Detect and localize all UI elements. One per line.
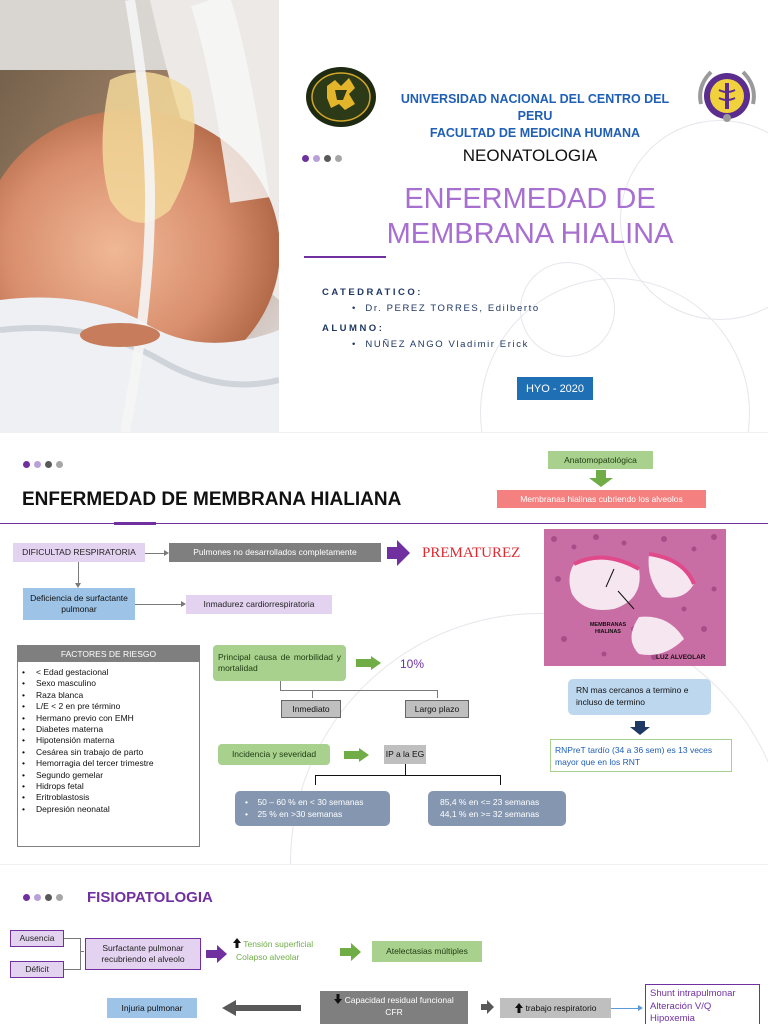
- risk-factor-item: • Sexo masculino: [22, 678, 154, 689]
- arrow-up-icon: [515, 1003, 523, 1013]
- inmadurez-box: Inmadurez cardiorrespiratoria: [186, 595, 332, 614]
- arrow-down-icon: [588, 470, 614, 488]
- stats-right-box: [428, 791, 566, 826]
- ausencia-box: Ausencia: [10, 930, 64, 947]
- capacidad-box: [320, 991, 468, 1024]
- arrow-right-icon: [638, 1005, 643, 1011]
- connector: [315, 775, 316, 785]
- connector: [135, 604, 182, 605]
- largo-plazo-box: Largo plazo: [405, 700, 469, 718]
- main-title-line2: MEMBRANA HIALINA: [386, 218, 674, 250]
- risk-factor-item: • L/E < 2 en pre término: [22, 701, 154, 712]
- anatomo-box: Anatomopatológica: [548, 451, 653, 469]
- micrograph-label-membranas: MEMBRANAS HIALINAS: [589, 622, 627, 635]
- arrow-left-icon: [222, 1000, 302, 1016]
- pulmones-box: Pulmones no desarrollados completamente: [169, 543, 381, 562]
- alteracion-label: Alteración V/Q: [650, 1000, 712, 1012]
- connector: [312, 690, 313, 698]
- slide-title: FISIOPATOLOGIA: [87, 889, 213, 906]
- risk-factor-item: • Hemorragia del tercer trimestre: [22, 758, 154, 769]
- injuria-box: Injuria pulmonar: [107, 998, 197, 1018]
- fat-arrow-right-icon: [481, 1000, 495, 1014]
- connector: [78, 562, 79, 584]
- dificultad-box: DIFICULTAD RESPIRATORIA: [13, 543, 145, 562]
- professor-label: CATEDRATICO:: [322, 287, 423, 298]
- deficit-box: Déficit: [10, 961, 64, 978]
- micrograph-label-luz-alveolar: LUZ ALVEOLAR: [656, 654, 706, 661]
- connector: [64, 938, 81, 939]
- risk-factors-title: FACTORES DE RIESGO: [18, 646, 199, 662]
- subject-title: NEONATOLOGIA: [462, 146, 598, 165]
- fat-arrow-right-icon: [340, 943, 362, 961]
- connector: [437, 690, 438, 698]
- tension-line: Tensión superficial: [233, 938, 313, 951]
- main-title-line1: ENFERMEDAD DE: [404, 183, 656, 215]
- hipoxemia-label: Hipoxemia: [650, 1013, 695, 1024]
- date-badge: HYO - 2020: [517, 377, 593, 400]
- connector: [145, 553, 165, 554]
- ip-box: IP a la EG: [384, 745, 426, 764]
- slide-dots: [302, 155, 342, 162]
- connector: [405, 764, 406, 775]
- tension-block: [233, 938, 313, 964]
- rn-cercanos-box: RN mas cercanos a termino e incluso de termino: [568, 679, 711, 715]
- cfr-label: CFR: [385, 1007, 403, 1017]
- medicine-faculty-seal: [695, 64, 759, 128]
- main-title: [340, 182, 720, 252]
- connector: [64, 969, 81, 970]
- connector: [80, 951, 84, 952]
- newborn-photo: [0, 0, 279, 432]
- risk-factor-item: • Hipotensión materna: [22, 735, 154, 746]
- risk-factor-item: • Hermano previo con EMH: [22, 713, 154, 724]
- connector: [280, 681, 281, 690]
- overview-slide: [0, 432, 768, 864]
- professor-name: Dr. PEREZ TORRES, Edilberto: [365, 303, 540, 314]
- title-underline: [304, 256, 386, 258]
- stats-left-box: [235, 791, 390, 826]
- title-rule-accent: [114, 522, 156, 525]
- risk-factor-item: • Hidrops fetal: [22, 781, 154, 792]
- connector: [500, 775, 501, 785]
- rnpret-box: RNPreT tardío (34 a 36 sem) es 13 veces mayor que en los RNT: [550, 739, 732, 772]
- colapso-line: Colapso alveolar: [236, 952, 300, 962]
- slide-dots: [23, 894, 63, 901]
- connector: [80, 938, 81, 969]
- fat-arrow-right-icon: [344, 748, 370, 762]
- risk-factor-item: • Eritroblastosis: [22, 792, 154, 803]
- trabajo-label: trabajo respiratorio: [525, 1002, 597, 1013]
- arrow-up-icon: [233, 938, 241, 948]
- unc-peru-logo: [305, 66, 377, 128]
- stat-left-2: • 25 % en >30 semanas: [245, 809, 343, 819]
- risk-factor-item: • Depresión neonatal: [22, 804, 154, 815]
- deficiencia-box: Deficiencia de surfactante pulmonar: [23, 588, 135, 620]
- histology-micrograph: [544, 529, 726, 666]
- prematurez-label: PREMATUREZ: [422, 545, 521, 561]
- shunt-label: Shunt intrapulmonar: [650, 988, 736, 999]
- student-name: NUÑEZ ANGO Vladimir Erick: [365, 339, 529, 350]
- stat-right-2: 44,1 % en >= 32 semanas: [440, 809, 540, 819]
- slide-dots: [23, 461, 63, 468]
- fat-arrow-right-icon: [206, 945, 228, 963]
- stat-right-1: 85,4 % en <= 23 semanas: [440, 797, 540, 807]
- slide-title: ENFERMEDAD DE MEMBRANA HIALIANA: [22, 489, 402, 510]
- faculty-name: FACULTAD DE MEDICINA HUMANA: [429, 126, 641, 140]
- risk-factors-box: [17, 645, 200, 847]
- atelectasias-box: Atelectasias múltiples: [372, 941, 482, 962]
- title-slide: [0, 0, 768, 432]
- percent-label: 10%: [400, 657, 425, 671]
- fat-arrow-right-icon: [387, 540, 411, 566]
- risk-factors-list: [22, 667, 154, 815]
- incidencia-box: Incidencia y severidad: [218, 744, 330, 765]
- stat-left-1: • 50 – 60 % en < 30 semanas: [245, 797, 364, 807]
- risk-factor-item: • Raza blanca: [22, 690, 154, 701]
- physiopathology-slide: [0, 864, 768, 1024]
- inmediato-box: Inmediato: [281, 700, 341, 718]
- fat-arrow-right-icon: [356, 656, 382, 670]
- student-label: ALUMNO:: [322, 323, 385, 334]
- risk-factor-item: • Segundo gemelar: [22, 770, 154, 781]
- risk-factor-item: • Cesárea sin trabajo de parto: [22, 747, 154, 758]
- university-name: UNIVERSIDAD NACIONAL DEL CENTRO DEL PERU: [400, 92, 670, 123]
- shunt-box: [645, 984, 760, 1024]
- surfactante-box: Surfactante pulmonar recubriendo el alveolo: [85, 938, 201, 970]
- risk-factor-item: • Diabetes materna: [22, 724, 154, 735]
- professor-name-item: • Dr. PEREZ TORRES, Edilberto: [352, 303, 540, 314]
- student-name-item: • NUÑEZ ANGO Vladimir Erick: [352, 339, 529, 350]
- connector: [280, 690, 437, 691]
- arrow-down-icon: [334, 994, 342, 1004]
- trabajo-box: [500, 998, 611, 1018]
- connector: [315, 775, 500, 776]
- arrow-down-icon: [630, 721, 650, 735]
- membranas-box: Membranas hialinas cubriendo los alveolos: [497, 490, 706, 508]
- principal-box: Principal causa de morbilidad y mortalidad: [213, 645, 346, 681]
- capacidad-line: Capacidad residual funcional: [320, 994, 468, 1006]
- risk-factor-item: • < Edad gestacional: [22, 667, 154, 678]
- connector: [611, 1008, 639, 1009]
